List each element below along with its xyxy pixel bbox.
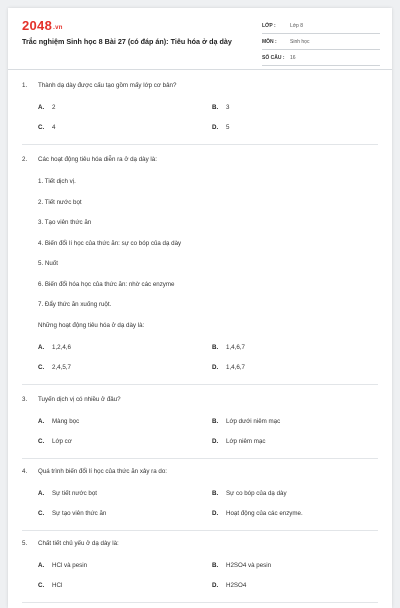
document-header <box>8 8 392 70</box>
question-divider <box>22 602 378 603</box>
question-text <box>22 468 167 475</box>
question-number: 5. <box>22 540 28 547</box>
site-logo[interactable] <box>22 18 63 33</box>
logo-text: 2048 <box>22 18 53 33</box>
logo-tld: .vn <box>53 25 63 31</box>
answer-option-b[interactable] <box>212 418 280 425</box>
option-text: 4 <box>52 124 56 131</box>
question-text <box>22 156 157 163</box>
option-text: Lớp cơ <box>52 438 72 445</box>
answer-option-a[interactable] <box>38 104 55 111</box>
option-letter: B. <box>212 418 219 425</box>
option-letter: B. <box>212 343 219 351</box>
question-statement: 1. Tiết dịch vị. <box>38 178 76 185</box>
question-number: 2. <box>22 156 28 163</box>
question-text <box>22 396 121 403</box>
question-stem: Các hoạt động tiêu hóa diễn ra ở dạ dày là: <box>38 156 157 163</box>
option-text: HCl và pesin <box>52 562 88 569</box>
option-text: Sự co bóp của dạ dày <box>226 490 287 497</box>
option-letter: D. <box>212 438 219 445</box>
option-text: Sự tiết nước bọt <box>52 490 98 497</box>
meta-label: MÔN : <box>262 38 277 45</box>
answer-option-d[interactable] <box>212 510 303 517</box>
answer-option-c[interactable] <box>38 582 62 589</box>
option-text: 2,4,5,7 <box>52 363 71 371</box>
option-letter: D. <box>212 124 219 131</box>
answer-option-a[interactable] <box>38 490 97 497</box>
question-number: 4. <box>22 468 28 475</box>
option-letter: C. <box>38 438 45 445</box>
question-stem: Quá trình biến đổi lí học của thức ăn xảy ra do: <box>38 468 167 475</box>
option-letter: C. <box>38 124 45 131</box>
meta-label: SỐ CÂU : <box>262 54 285 61</box>
option-text: H2SO4 <box>226 582 247 589</box>
meta-grade <box>262 18 380 34</box>
answer-option-c[interactable] <box>38 510 106 517</box>
option-letter: A. <box>38 343 45 351</box>
answer-option-b[interactable] <box>212 104 229 111</box>
option-text: 2 <box>52 104 56 111</box>
question-divider <box>22 458 378 459</box>
option-text: 1,2,4,6 <box>52 343 71 351</box>
answer-option-c[interactable] <box>38 438 72 445</box>
question-number: 1. <box>22 82 28 89</box>
answer-option-b[interactable] <box>212 562 271 569</box>
option-text: H2SO4 và pesin <box>226 562 272 569</box>
option-text: 3 <box>226 104 230 111</box>
option-text: 5 <box>226 124 230 131</box>
answer-option-c[interactable] <box>38 124 55 131</box>
question-stem: Chất tiết chủ yếu ở dạ dày là: <box>38 540 119 547</box>
answer-option-a[interactable] <box>38 344 71 351</box>
answer-option-b[interactable] <box>212 490 287 497</box>
option-text: 1,4,6,7 <box>226 363 245 371</box>
option-text: HCl <box>52 582 63 589</box>
answer-option-d[interactable] <box>212 124 229 131</box>
question-divider <box>22 384 378 385</box>
meta-value: Sinh học <box>290 38 310 45</box>
document-meta <box>262 18 380 66</box>
option-letter: B. <box>212 562 219 569</box>
question-number: 3. <box>22 396 28 403</box>
meta-value: Lớp 8 <box>290 22 304 29</box>
question-statement: 7. Đẩy thức ăn xuống ruột. <box>38 301 112 308</box>
answer-option-c[interactable] <box>38 364 71 371</box>
option-letter: D. <box>212 582 219 589</box>
option-letter: C. <box>38 363 45 371</box>
option-letter: D. <box>212 363 219 371</box>
answer-option-d[interactable] <box>212 582 246 589</box>
option-text: Lớp niêm mạc <box>226 438 266 445</box>
option-text: Sự tạo viên thức ăn <box>52 510 107 517</box>
option-text: Màng bọc <box>52 418 80 425</box>
option-letter: A. <box>38 562 45 569</box>
option-letter: B. <box>212 104 219 111</box>
question-statement: 2. Tiết nước bọt <box>38 198 82 206</box>
answer-option-d[interactable] <box>212 364 245 371</box>
option-letter: C. <box>38 582 45 589</box>
option-letter: B. <box>212 490 219 497</box>
option-letter: A. <box>38 104 45 111</box>
question-divider <box>22 144 378 145</box>
document-title: Trắc nghiệm Sinh học 8 Bài 27 (có đáp án): Tiêu hóa ở dạ dày <box>22 37 232 46</box>
meta-subject <box>262 34 380 50</box>
answer-option-a[interactable] <box>38 418 79 425</box>
option-letter: C. <box>38 510 45 517</box>
option-letter: A. <box>38 418 45 425</box>
document-page <box>8 8 392 608</box>
meta-value: 16 <box>290 54 296 61</box>
question-text <box>22 82 176 89</box>
question-statement: 3. Tạo viên thức ăn <box>38 219 92 226</box>
question-statement: 6. Biến đổi hóa học của thức ăn: nhờ các enzyme <box>38 280 175 288</box>
answer-option-b[interactable] <box>212 344 245 351</box>
meta-question-count <box>262 50 380 66</box>
option-text: 1,4,6,7 <box>226 343 245 351</box>
meta-label: LỚP : <box>262 22 276 29</box>
option-letter: A. <box>38 490 45 497</box>
question-statement: 4. Biến đổi lí học của thức ăn: sự co bóp của dạ dày <box>38 239 182 247</box>
question-statement: 5. Nuốt <box>38 260 58 267</box>
question-subprompt: Những hoạt động tiêu hóa ở dạ dày là: <box>38 321 145 329</box>
option-text: Hoạt động của các enzyme. <box>226 510 303 517</box>
question-stem: Thành dạ dày được cấu tạo gồm mấy lớp cơ bản? <box>38 82 177 89</box>
option-letter: D. <box>212 510 219 517</box>
answer-option-d[interactable] <box>212 438 265 445</box>
option-text: Lớp dưới niêm mạc <box>226 418 281 425</box>
question-stem: Tuyến dịch vị có nhiều ở đâu? <box>38 396 121 403</box>
question-text <box>22 540 119 547</box>
answer-option-a[interactable] <box>38 562 87 569</box>
question-divider <box>22 530 378 531</box>
